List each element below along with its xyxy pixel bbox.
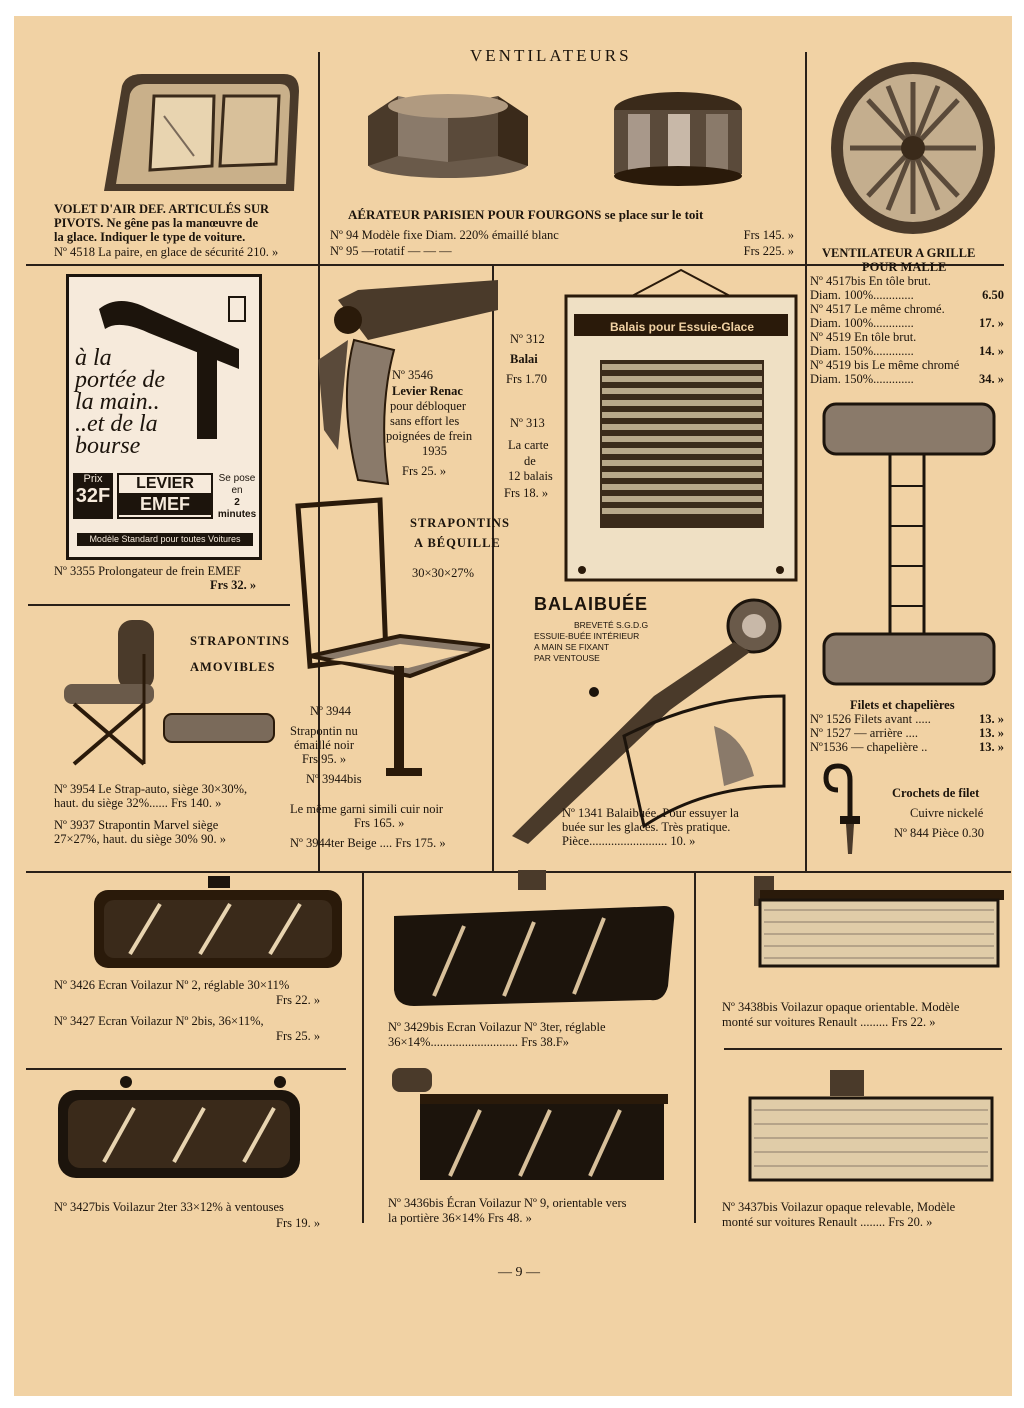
s3944-desc2: émaillé noir [294, 738, 355, 752]
divider-h1 [26, 264, 1004, 266]
strap-auto-l4: 27×27%, haut. du siège 30% 90. » [54, 832, 226, 846]
renac-year: 1935 [422, 444, 447, 458]
aerateur-row1 [330, 228, 794, 242]
filets-price-list [810, 712, 1004, 754]
filets-price: 13. » [979, 740, 1004, 754]
ecran-3429-l2: 36×14%............................ Frs 38.F» [388, 1035, 570, 1049]
balaibuee-l3: Pièce......................... 10. » [562, 834, 696, 848]
filets-price: 13. » [979, 726, 1004, 740]
divider-h2 [28, 604, 290, 606]
volet-line4: Nº 4518 La paire, en glace de sécurité 210. » [54, 245, 279, 259]
filets-line: Nº1536 — chapelière .. [810, 740, 928, 754]
ecran-3427bis-illustration [54, 1072, 304, 1184]
aerator-fixed-illustration [358, 76, 538, 186]
grille-line: Diam. 150%............. [810, 372, 914, 386]
ad-prix: Prix [83, 473, 103, 485]
ecran-3436-l2: la portière 36×14% Frs 48. » [388, 1211, 532, 1225]
renac-price: Frs 25. » [402, 464, 447, 478]
hook-illustration [820, 760, 880, 860]
balaibuee-sub1: BREVETÉ S.G.D.G [574, 620, 649, 630]
ad-line5: bourse [75, 433, 141, 459]
filets-title: Filets et chapelières [850, 698, 955, 712]
s3944bis-num: Nº 3944bis [306, 772, 362, 786]
grille-price: 6.50 [982, 288, 1004, 302]
balai-num1: Nº 312 [510, 332, 545, 346]
volet-line1: VOLET D'AIR DEF. ARTICULÉS SUR [54, 202, 269, 216]
ecran-3438-l2: monté sur voitures Renault ......... Frs 22. » [722, 1015, 936, 1029]
ad-price: 32F [75, 485, 111, 507]
grille-price-list [810, 274, 1004, 386]
renac-number: Nº 3546 [392, 368, 434, 382]
ad-line4: ..et de la [75, 411, 158, 437]
emef-advert [66, 274, 262, 560]
balai-name: Balai [510, 352, 538, 366]
ecran-3438-illustration [740, 874, 1004, 978]
grille-price: 17. » [979, 316, 1004, 330]
ecran-3427bis-l1: Nº 3427bis Voilazur 2ter 33×12% à ventouses [54, 1200, 284, 1214]
filets-line: Nº 1526 Filets avant ..... [810, 712, 931, 726]
grille-title1: VENTILATEUR A GRILLE [822, 246, 976, 260]
aerateur-title: AÉRATEUR PARISIEN POUR FOURGONS se place sur le toit [348, 207, 704, 222]
aerateur-row2-label: Nº 95 —rotatif — — — [330, 244, 452, 258]
balai-card: La carte [508, 438, 549, 452]
renac-desc1: pour débloquer [390, 399, 467, 413]
ecran-3429-illustration [384, 866, 684, 1014]
grille-line: Diam. 100%............. [810, 316, 914, 330]
ad-line1: à la [75, 345, 112, 371]
grille-title2: POUR MALLE [862, 260, 947, 274]
balai-num2: Nº 313 [510, 416, 545, 430]
ad-levier: LEVIER [136, 475, 194, 492]
bequille-title2: A BÉQUILLE [414, 536, 501, 550]
ad-emef: EMEF [119, 493, 211, 515]
balai-price2: Frs 18. » [504, 486, 549, 500]
aerateur-row1-price: Frs 145. » [743, 228, 794, 242]
balaibuee-l2: buée sur les glaces. Très pratique. [562, 820, 731, 834]
ad-standard: Modèle Standard pour toutes Voitures [77, 533, 253, 546]
balaibuee-l1: Nº 1341 Balaibuée. Pour essuyer la [562, 806, 739, 820]
s3944bis-price: Frs 165. » [354, 816, 405, 830]
catalog-page [14, 16, 1012, 1396]
aerateur-row2-price: Frs 225. » [743, 244, 794, 258]
crochets-title: Crochets de filet [892, 786, 980, 800]
emef-caption-text: Nº 3355 Prolongateur de frein EMEF [54, 564, 241, 578]
grille-price: 34. » [979, 372, 1004, 386]
grille-line: Diam. 100%............. [810, 288, 914, 302]
balai-card-label: Balais pour Essuie-Glace [609, 320, 755, 334]
balaibuee-sub3: A MAIN SE FIXANT [534, 642, 610, 652]
ecran-3438-l1: Nº 3438bis Voilazur opaque orientable. Modèle [722, 1000, 960, 1014]
ecran-3427-price: Frs 25. » [276, 1029, 321, 1043]
balai-price1 [506, 372, 547, 386]
emef-price: Frs 32. » [210, 578, 257, 592]
s3944ter: Nº 3944ter Beige .... Frs 175. » [290, 836, 446, 850]
bequille-dims: 30×30×27% [412, 566, 475, 580]
levier-emef-logo [117, 473, 213, 519]
divider-v4 [362, 873, 364, 1223]
balai-count: 12 balais [508, 469, 553, 483]
renac-desc3: poignées de frein [386, 429, 473, 443]
grille-line: Diam. 150%............. [810, 344, 914, 358]
ecran-3436-l1: Nº 3436bis Écran Voilazur Nº 9, orientable vers [388, 1196, 627, 1210]
divider-v5 [694, 873, 696, 1223]
strap-auto-l2: haut. du siège 32%...... Frs 140. » [54, 796, 222, 810]
ecran-3429-l1: Nº 3429bis Ecran Voilazur Nº 3ter, réglable [388, 1020, 606, 1034]
crochets-price: Nº 844 Pièce 0.30 [894, 826, 984, 840]
ecran-3427bis-price: Frs 19. » [276, 1216, 321, 1230]
renac-desc2: sans effort les [390, 414, 460, 428]
balaibuee-sub4: PAR VENTOUSE [534, 653, 600, 663]
s3944bis-desc: Le même garni simili cuir noir [290, 802, 444, 816]
filets-line: Nº 1527 — arrière .... [810, 726, 919, 740]
air-deflector-illustration [94, 66, 312, 196]
divider-h5 [724, 1048, 1002, 1050]
aerateur-row1-label: Nº 94 Modèle fixe Diam. 220% émaillé blanc [330, 228, 559, 242]
ecran-3436-illustration [390, 1060, 686, 1190]
ecran-3437-l2: monté sur voitures Renault ........ Frs 20. » [722, 1215, 933, 1229]
grille-line: Nº 4517 Le même chromé. [810, 302, 945, 316]
balai-price1-text: Frs 1.70 [506, 372, 547, 386]
renac-title: Levier Renac [392, 384, 463, 398]
ecran-3426-price: Frs 22. » [276, 993, 321, 1007]
volet-line2: PIVOTS. Ne gêne pas la manœuvre de [54, 216, 259, 230]
s3944-desc1: Strapontin nu [290, 724, 358, 738]
page-number: — 9 — [498, 1265, 540, 1280]
ad-install-note [215, 473, 259, 521]
divider-h4 [26, 1068, 346, 1070]
grille-line: Nº 4519 bis Le même chromé [810, 358, 960, 372]
balaibuee-title: BALAIBUÉE [534, 594, 649, 614]
strap-auto-l1: Nº 3954 Le Strap-auto, siège 30×30%, [54, 782, 248, 796]
emef-caption [54, 564, 241, 578]
aerateur-row2 [330, 244, 794, 258]
grille-price: 14. » [979, 344, 1004, 358]
divider-v2 [805, 52, 807, 872]
ad-minutes: 2 minutes [217, 497, 257, 520]
grille-line: Nº 4519 En tôle brut. [810, 330, 917, 344]
ad-line2: portée de [75, 367, 165, 393]
ecran-3426-l1: Nº 3426 Ecran Voilazur Nº 2, réglable 30×11% [54, 978, 290, 992]
grille-vent-illustration [828, 56, 998, 236]
ecran-3437-illustration [740, 1068, 1000, 1188]
aerator-rotating-illustration [598, 80, 758, 190]
balai-card-illustration [562, 266, 800, 586]
ecran-3437-l1: Nº 3437bis Voilazur opaque relevable, Modèle [722, 1200, 956, 1214]
balai-de: de [524, 454, 536, 468]
bequille-title1: STRAPONTINS [410, 516, 510, 530]
s3944-price: Frs 95. » [302, 752, 347, 766]
strap-auto-l3: Nº 3937 Strapontin Marvel siège [54, 818, 219, 832]
crochets-material: Cuivre nickelé [910, 806, 984, 820]
s3944-num: Nº 3944 [310, 704, 352, 718]
grille-line: Nº 4517bis En tôle brut. [810, 274, 931, 288]
net-illustration [820, 396, 1006, 696]
ecran-3426-illustration [90, 874, 346, 974]
ad-line3: la main.. [75, 389, 160, 415]
ad-sepose: Se pose en [218, 473, 256, 496]
amovibles-title2: AMOVIBLES [190, 660, 276, 674]
amovibles-title1: STRAPONTINS [190, 634, 290, 648]
filets-price: 13. » [979, 712, 1004, 726]
section-title: VENTILATEURS [470, 46, 632, 65]
price-badge [73, 473, 113, 519]
balaibuee-sub2: ESSUIE-BUÉE INTÉRIEUR [534, 631, 640, 641]
volet-line3: la glace. Indiquer le type de voiture. [54, 230, 246, 244]
ecran-3427-l1: Nº 3427 Ecran Voilazur Nº 2bis, 36×11%, [54, 1014, 264, 1028]
folding-seat-illustration [54, 614, 284, 774]
